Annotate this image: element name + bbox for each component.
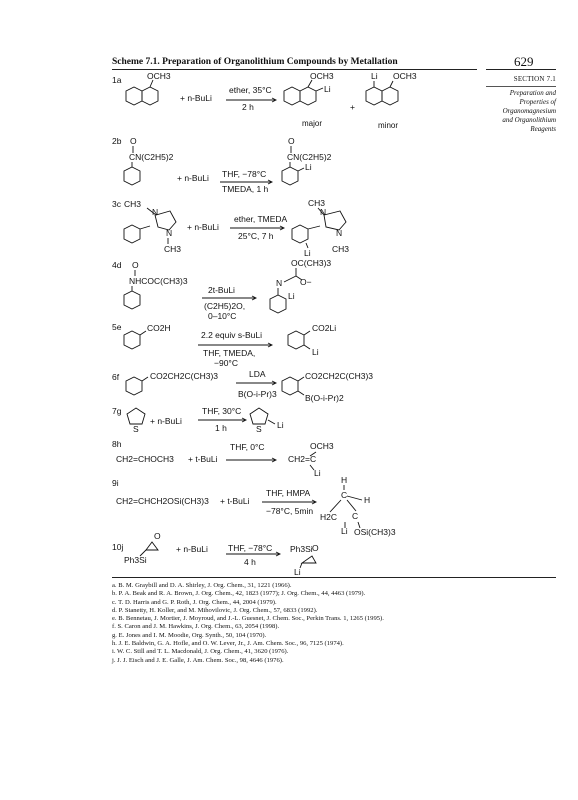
- substituent-label: OCH3: [147, 71, 171, 81]
- product-label-major: major: [302, 119, 323, 128]
- reagent-label: + t-BuLi: [220, 496, 250, 506]
- reaction-label: 4d: [112, 260, 122, 270]
- reagent-label: + n-BuLi: [177, 173, 209, 183]
- atom-label: O: [154, 531, 161, 541]
- atom-label: O: [288, 136, 295, 146]
- epoxide-ring-icon: [302, 556, 316, 563]
- reaction-1: [112, 71, 417, 130]
- condition-above: LDA: [249, 369, 266, 379]
- condition-below: 25°C, 7 h: [238, 231, 274, 241]
- reagent-label: + n-BuLi: [150, 416, 182, 426]
- condition-below-line-2: −90°C: [214, 358, 238, 368]
- atom-label: N: [336, 228, 343, 238]
- substituent-label: CN(C2H5)2: [129, 152, 174, 162]
- footnote: a. B. M. Graybill and D. A. Shirley, J. Org. Chem., 31, 1221 (1966).: [112, 582, 292, 589]
- substituent-label: Li: [294, 567, 301, 577]
- section-description-line: Reagents: [530, 125, 556, 133]
- condition-above: THF, −78°C: [222, 169, 267, 179]
- substituent-label: Li: [341, 526, 348, 536]
- bond-line: [308, 226, 320, 229]
- footnote: c. T. D. Harris and G. P. Roth, J. Org. Chem., 44, 2004 (1979).: [112, 598, 277, 606]
- substituent-label: NHCOC(CH3)3: [129, 276, 188, 286]
- bond-line: [140, 226, 150, 229]
- bond-line: [298, 377, 304, 381]
- footnote: f. S. Caron and J. M. Hawkins, J. Org. Chem., 63, 2054 (1998).: [112, 623, 280, 631]
- bond-line: [304, 345, 310, 349]
- condition-below: 2 h: [242, 102, 254, 112]
- footnote: d. P. Stanetty, H. Koller, and M. Mihovilovic, J. Org. Chem., 57, 6833 (1992).: [112, 606, 318, 614]
- reaction-label: 9i: [112, 478, 119, 488]
- atom-label: C: [341, 490, 348, 500]
- condition-below: B(O-i-Pr)3: [238, 389, 277, 399]
- substituent-label: OCH3: [393, 71, 417, 81]
- footnotes: [112, 582, 558, 665]
- reaction-label: 1a: [112, 75, 122, 85]
- condition-below-line-2: 0–10°C: [208, 311, 237, 321]
- bond-line: [330, 500, 341, 512]
- imidazolidine-ring-icon: [147, 208, 176, 230]
- footnote: g. E. Jones and I. M. Moodie, Org. Synth., 50, 104 (1970).: [112, 631, 267, 639]
- benzene-ring-icon: [282, 377, 298, 395]
- substituent-label: Li: [324, 84, 331, 94]
- bond-line: [304, 331, 310, 335]
- substituent-label: CO2Li: [312, 323, 337, 333]
- substituent-label: CO2CH2C(CH3)3: [305, 371, 374, 381]
- reaction-4: [112, 258, 331, 321]
- footnote: e. B. Bennetau, J. Mortier, J. Moyroud, and J.-L. Guesnet, J. Chem. Soc., Perkin Trans. 1, 1265 (1995).: [112, 615, 384, 623]
- reaction-6: [112, 369, 373, 403]
- scheme-title: Scheme 7.1. Preparation of Organolithium Compounds by Metallation: [112, 57, 398, 67]
- reaction-10: [112, 531, 319, 577]
- reaction-label: 8h: [112, 439, 122, 449]
- condition-above: ether, TMEDA: [234, 214, 288, 224]
- product-label-minor: minor: [378, 121, 399, 130]
- benzene-ring-icon: [366, 87, 382, 105]
- plus-sign: +: [350, 102, 355, 112]
- benzene-ring-icon: [284, 87, 300, 105]
- atom-label: N: [320, 207, 327, 217]
- benzene-ring-icon: [382, 87, 398, 105]
- benzene-ring-icon: [124, 225, 140, 243]
- reaction-label: 6f: [112, 372, 120, 382]
- footnote: h. J. E. Baldwin, G. A. Hofle, and O. W. Lever, Jr., J. Am. Chem. Soc., 96, 7125 (1974).: [112, 640, 344, 648]
- substituent-label: Ph3Si: [290, 544, 313, 554]
- benzene-ring-icon: [300, 87, 316, 105]
- bond-line: [390, 81, 393, 87]
- substituent-label: OCH3: [310, 71, 334, 81]
- reaction-9: [112, 475, 396, 537]
- substituent-label: Li: [277, 420, 284, 430]
- reactant-label: Ph3Si: [124, 555, 147, 565]
- footnote: i. W. C. Still and T. L. Macdonald, J. Org. Chem., 41, 3620 (1976).: [112, 648, 289, 656]
- atom-label: O: [312, 543, 319, 553]
- benzene-ring-icon: [124, 331, 140, 349]
- substituent-label: OC(CH3)3: [291, 258, 332, 268]
- bond-line: [140, 331, 146, 335]
- reaction-5: [112, 322, 336, 368]
- benzene-ring-icon: [124, 167, 140, 185]
- atom-label: S: [256, 424, 262, 434]
- substituent-label: Li: [314, 468, 321, 478]
- benzene-ring-icon: [126, 377, 142, 395]
- condition-below: 1 h: [215, 423, 227, 433]
- section-label: SECTION 7.1: [513, 75, 556, 83]
- bond-line: [347, 496, 362, 500]
- condition-below: THF, TMEDA,: [203, 348, 256, 358]
- footnote-rule: [112, 577, 556, 578]
- condition-above: ether, 35°C: [229, 85, 272, 95]
- condition-above: THF, HMPA: [266, 488, 311, 498]
- substituent-label: CH3: [308, 198, 326, 208]
- substituent-label: OSi(CH3)3: [354, 527, 396, 537]
- atom-label: O−: [300, 277, 312, 287]
- bond-line: [268, 420, 275, 424]
- bond-line: [316, 88, 323, 91]
- atom-label: H2C: [320, 512, 338, 522]
- section-description-line: Preparation and: [509, 89, 556, 97]
- bond-line: [308, 80, 312, 87]
- atom-label: S: [133, 424, 139, 434]
- reagent-label: + n-BuLi: [176, 544, 208, 554]
- benzene-ring-icon: [124, 291, 140, 309]
- reaction-3: [112, 198, 349, 258]
- atom-label: N: [166, 228, 173, 238]
- condition-above: THF, −78°C: [228, 543, 273, 553]
- reagent-label: + t-BuLi: [188, 454, 218, 464]
- footnote: b. P. A. Beak and R. A. Brown, J. Org. Chem., 42, 1823 (1977); J. Org. Chem., 44, 4463 (1979).: [112, 590, 366, 598]
- reaction-label: 2b: [112, 136, 122, 146]
- substituent-label: Li: [312, 347, 319, 357]
- reaction-2: [112, 136, 332, 194]
- bond-line: [150, 80, 153, 87]
- substituent-label: CH3: [124, 199, 142, 209]
- atom-label: C: [352, 511, 359, 521]
- reaction-label: 10j: [112, 542, 124, 552]
- section-description-line: Properties of: [519, 98, 556, 106]
- benzene-ring-icon: [142, 87, 158, 105]
- benzene-ring-icon: [292, 225, 308, 243]
- bond-line: [298, 168, 304, 171]
- condition-below: TMEDA, 1 h: [222, 184, 269, 194]
- atom-label: N: [152, 207, 159, 217]
- atom-label: N: [276, 278, 283, 288]
- thiophene-ring-icon: [127, 408, 145, 424]
- page-number: 629: [514, 54, 534, 69]
- substituent-label: CH3: [332, 244, 350, 254]
- condition-below: 4 h: [244, 557, 256, 567]
- benzene-ring-icon: [126, 87, 142, 105]
- epoxide-ring-icon: [146, 542, 158, 550]
- substituent-label: Li: [371, 71, 378, 81]
- benzene-ring-icon: [270, 295, 286, 313]
- benzene-ring-icon: [288, 331, 304, 349]
- benzene-ring-icon: [282, 167, 298, 185]
- substituent-label: B(O-i-Pr)2: [305, 393, 344, 403]
- reaction-8: [112, 439, 334, 478]
- reactant-label: CH2=CHCH2OSi(CH3)3: [116, 496, 209, 506]
- substituent-label: CO2H: [147, 323, 171, 333]
- reagent-label: + n-BuLi: [180, 93, 212, 103]
- thiophene-ring-icon: [250, 408, 268, 424]
- condition-above: THF, 0°C: [230, 442, 265, 452]
- substituent-label: CN(C2H5)2: [287, 152, 332, 162]
- substituent-label: Li: [305, 162, 312, 172]
- substituent-label: OCH3: [310, 441, 334, 451]
- bond-line: [284, 276, 296, 282]
- substituent-label: Li: [304, 248, 311, 258]
- reaction-label: 5e: [112, 322, 122, 332]
- condition-below: (C2H5)2O,: [204, 301, 246, 311]
- atom-label: H: [364, 495, 371, 505]
- bond-line: [298, 391, 304, 395]
- substituent-label: Li: [288, 291, 295, 301]
- substituent-label: CO2CH2C(CH3)3: [150, 371, 219, 381]
- bond-line: [142, 377, 148, 381]
- reaction-label: 7g: [112, 406, 122, 416]
- reagent-label: 2t-BuLi: [208, 285, 235, 295]
- substituent-label: CH3: [164, 244, 182, 254]
- reaction-label: 3c: [112, 199, 121, 209]
- condition-below: −78°C, 5min: [266, 506, 314, 516]
- condition-above: 2.2 equiv s-BuLi: [201, 330, 262, 340]
- footnote: j. J. J. Eisch and J. E. Galle, J. Am. Chem. Soc., 98, 4646 (1976).: [112, 656, 284, 664]
- reagent-label: + n-BuLi: [187, 222, 219, 232]
- atom-label: O: [132, 260, 139, 270]
- section-description-line: Organomagnesium: [502, 107, 556, 115]
- condition-above: THF, 30°C: [202, 406, 242, 416]
- bond-line: [347, 500, 356, 511]
- section-description-line: and Organolithium: [502, 116, 556, 124]
- atom-label: H: [341, 475, 348, 485]
- reaction-7: [112, 406, 284, 434]
- atom-label: O: [130, 136, 137, 146]
- substituent-label: CH2=C: [288, 454, 317, 464]
- reactant-label: CH2=CHOCH3: [116, 454, 174, 464]
